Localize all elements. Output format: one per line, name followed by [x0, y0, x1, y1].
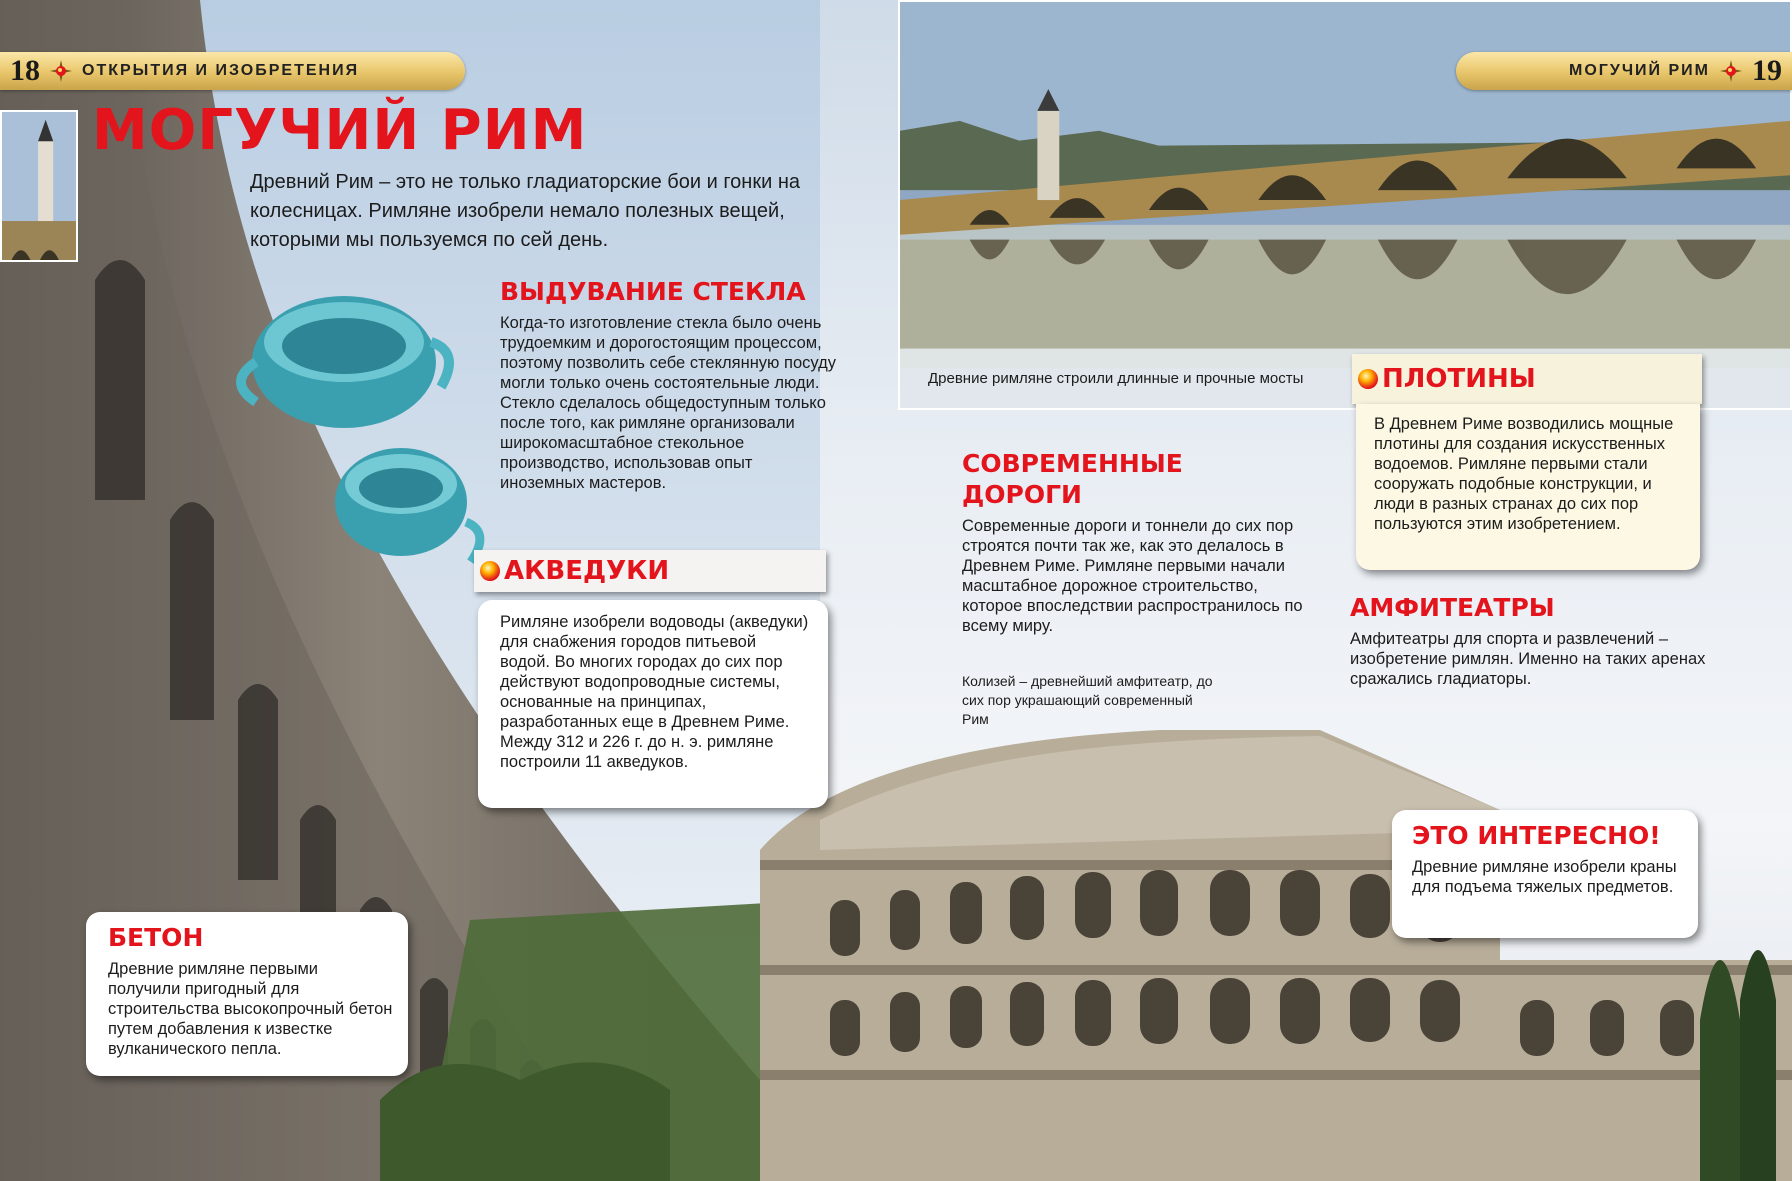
- header-left: [0, 52, 465, 90]
- aqueducts-box: [478, 600, 828, 808]
- section-title-right: МОГУЧИЙ РИМ: [1569, 62, 1710, 79]
- interesting-box: [1392, 810, 1698, 938]
- compass-icon: [50, 60, 72, 82]
- glass-text: Когда-то изготовление стекла было очень трудоемким и дорогостоящим процессом, поэтому позволить себе стеклянную посуду могли только очень состоятельные люди. Стекло сделалось общедоступным только после того, как римляне организовали широкомасштабное стекольное производство, использовав опыт иноземных мастеров.: [500, 314, 836, 492]
- amphitheatres-heading: АМФИТЕАТРЫ: [1350, 593, 1555, 622]
- intro-text: Древний Рим – это не только гладиаторские бои и гонки на колесницах. Римляне изобрели немало полезных вещей, которыми мы пользуемся по сей день.: [250, 171, 800, 251]
- aqueducts-tab: [474, 550, 826, 592]
- section-title-left: ОТКРЫТИЯ И ИЗОБРЕТЕНИЯ: [82, 62, 360, 79]
- colosseum-caption: Колизей – древнейший амфитеатр, до сих пор украшающий современный Рим: [962, 673, 1213, 727]
- dams-text: В Древнем Риме возводились мощные плотины для создания искусственных водоемов. Римляне первыми стали сооружать подобные конструкции, и люди в разных странах до сих пор пользуются этим изобретением.: [1374, 415, 1674, 533]
- amphitheatres-text: Амфитеатры для спорта и развлечений – изобретение римлян. Именно на таких аренах сражались гладиаторы.: [1350, 630, 1706, 688]
- page-number-right: 19: [1752, 54, 1782, 87]
- colosseum-photo: [760, 700, 1792, 1181]
- interesting-heading: ЭТО ИНТЕРЕСНО!: [1412, 821, 1661, 850]
- aqueducts-heading: АКВЕДУКИ: [504, 555, 670, 586]
- dams-box: [1356, 404, 1700, 570]
- amphitheatres-section: [1350, 592, 1710, 689]
- page-number-left: 18: [10, 54, 40, 87]
- concrete-text: Древние римляне первыми получили пригодный для строительства высокопрочный бетон путем добавления к известке вулканического пепла.: [108, 960, 393, 1058]
- roads-section: [962, 448, 1312, 636]
- orb-bullet-icon: [1358, 369, 1378, 389]
- dams-tab: [1352, 354, 1702, 404]
- concrete-box: [86, 912, 408, 1076]
- glass-heading: ВЫДУВАНИЕ СТЕКЛА: [500, 277, 806, 306]
- title-thumbnail: [0, 110, 78, 262]
- aqueducts-text: Римляне изобрели водоводы (акведуки) для снабжения городов питьевой водой. Во многих городах до сих пор действуют водопроводные системы, основанные на принципах, разработанных еще в Древнем Риме. Между 312 и 226 г. до н. э. римляне построили 11 акведуков.: [500, 613, 809, 771]
- orb-bullet-icon: [480, 561, 500, 581]
- roads-heading-line1: СОВРЕМЕННЫЕ: [962, 449, 1183, 478]
- bridge-caption: Древние римляне строили длинные и прочные мосты: [928, 370, 1304, 387]
- glass-vessels-illustration: [226, 272, 506, 592]
- roads-heading: [962, 448, 1312, 510]
- dams-heading: ПЛОТИНЫ: [1382, 363, 1536, 394]
- concrete-heading: БЕТОН: [108, 923, 204, 952]
- compass-icon: [1720, 60, 1742, 82]
- page-title: МОГУЧИЙ РИМ: [92, 98, 588, 163]
- header-right: [1456, 52, 1792, 90]
- roads-text: Современные дороги и тоннели до сих пор строятся почти так же, как это делалось в Древнем Риме. Римляне первыми начали масштабное дорожное строительство, которое впоследствии распространилось по всему миру.: [962, 517, 1303, 635]
- interesting-text: Древние римляне изобрели краны для подъема тяжелых предметов.: [1412, 858, 1677, 896]
- roads-heading-line2: ДОРОГИ: [962, 480, 1082, 509]
- glass-section: [500, 276, 840, 493]
